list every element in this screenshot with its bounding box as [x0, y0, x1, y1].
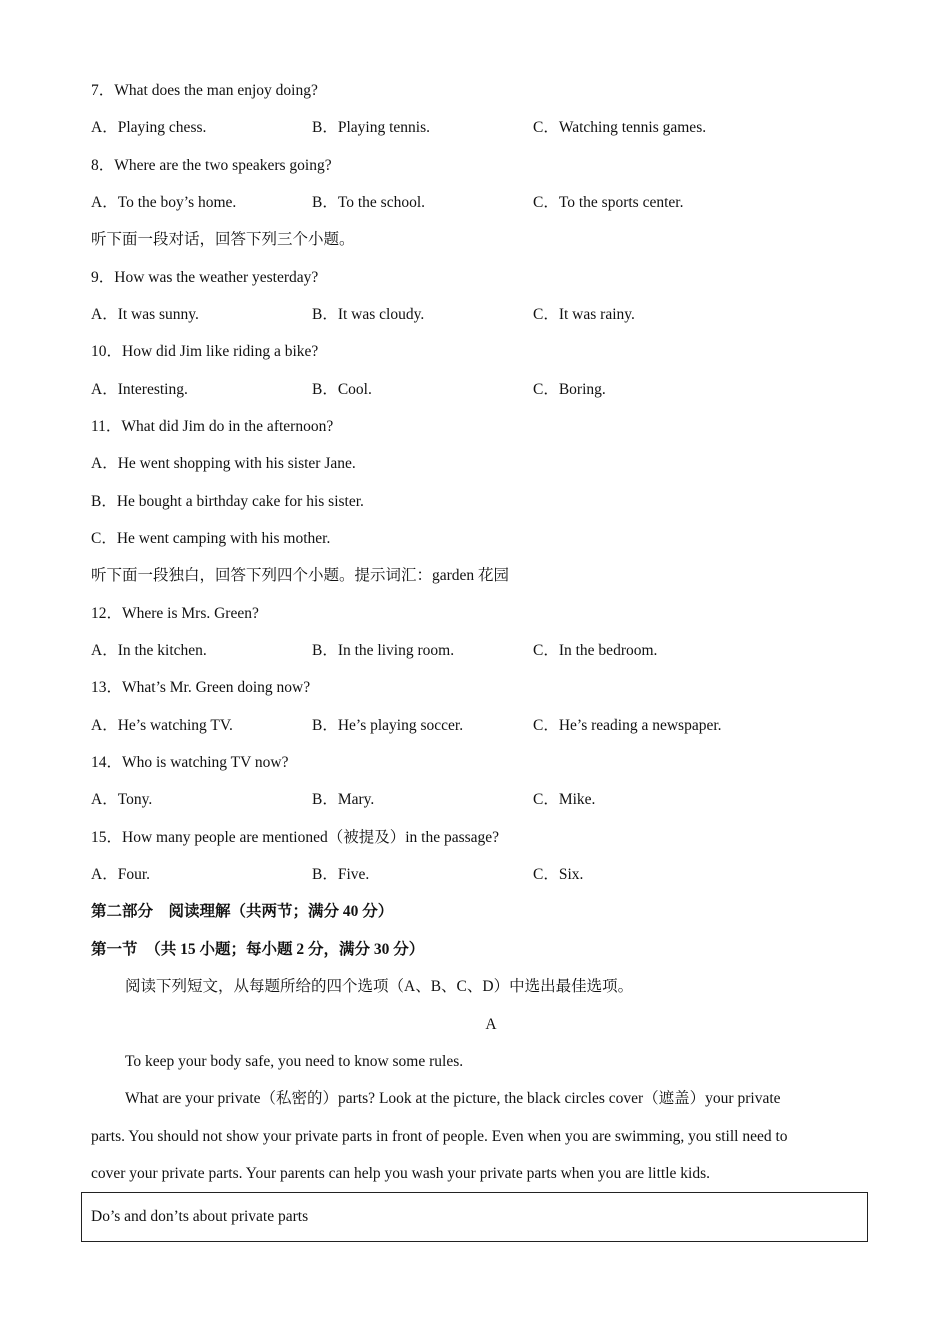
question-11: 11．What did Jim do in the afternoon? — [91, 418, 334, 435]
dos-donts-table — [81, 1192, 868, 1242]
passage-paragraph-1: To keep your body safe, you need to know some rules. — [125, 1053, 464, 1070]
q10-option-c: C．Boring. — [533, 381, 606, 398]
question-8: 8．Where are the two speakers going? — [91, 157, 332, 174]
passage-paragraph-2-line-2: parts. You should not show your private parts in front of people. Even when you are swimming, you still need to — [91, 1128, 788, 1145]
q12-option-a: A．In the kitchen. — [91, 642, 207, 659]
q10-option-a: A．Interesting. — [91, 381, 188, 398]
q11-option-c: C．He went camping with his mother. — [91, 530, 331, 547]
passage-paragraph-2-line-3: cover your private parts. Your parents can help you wash your private parts when you are little kids. — [91, 1165, 710, 1182]
q7-option-c: C．Watching tennis games. — [533, 119, 707, 136]
q9-option-c: C．It was rainy. — [533, 306, 635, 323]
q13-option-b: B．He’s playing soccer. — [312, 717, 464, 734]
passage-paragraph-2-line-1: What are your private（私密的）parts? Look at the picture, the black circles cover（遮盖）your private — [125, 1090, 781, 1107]
q12-option-b: B．In the living room. — [312, 642, 455, 659]
q7-option-b: B．Playing tennis. — [312, 119, 430, 136]
q14-option-b: B．Mary. — [312, 791, 375, 808]
q12-option-c: C．In the bedroom. — [533, 642, 658, 659]
q9-option-b: B．It was cloudy. — [312, 306, 425, 323]
section1-heading: 第一节 （共 15 小题；每小题 2 分，满分 30 分） — [91, 941, 425, 958]
question-7: 7．What does the man enjoy doing? — [91, 82, 318, 99]
question-9: 9．How was the weather yesterday? — [91, 269, 319, 286]
q14-option-c: C．Mike. — [533, 791, 596, 808]
question-14: 14．Who is watching TV now? — [91, 754, 289, 771]
q14-option-a: A．Tony. — [91, 791, 153, 808]
q8-option-c: C．To the sports center. — [533, 194, 684, 211]
instruction-12-15: 听下面一段独白，回答下列四个小题。提示词汇：garden 花园 — [91, 567, 510, 584]
question-10: 10．How did Jim like riding a bike? — [91, 343, 319, 360]
q13-option-a: A．He’s watching TV. — [91, 717, 233, 734]
q15-option-c: C．Six. — [533, 866, 584, 883]
question-12: 12．Where is Mrs. Green? — [91, 605, 259, 622]
q15-option-b: B．Five. — [312, 866, 370, 883]
instruction-9-11: 听下面一段对话，回答下列三个小题。 — [91, 231, 355, 248]
q11-option-a: A．He went shopping with his sister Jane. — [91, 455, 356, 472]
question-13: 13．What’s Mr. Green doing now? — [91, 679, 311, 696]
part2-heading: 第二部分 阅读理解（共两节；满分 40 分） — [91, 903, 394, 920]
question-15: 15．How many people are mentioned（被提及）in the passage? — [91, 829, 500, 846]
q7-option-a: A．Playing chess. — [91, 119, 207, 136]
q8-option-a: A．To the boy’s home. — [91, 194, 237, 211]
q10-option-b: B．Cool. — [312, 381, 372, 398]
q9-option-a: A．It was sunny. — [91, 306, 199, 323]
table-title-cell: Do’s and don’ts about private parts — [91, 1208, 309, 1225]
q11-option-b: B．He bought a birthday cake for his sister. — [91, 493, 364, 510]
reading-instruction: 阅读下列短文，从每题所给的四个选项（A、B、C、D）中选出最佳选项。 — [125, 978, 634, 995]
q15-option-a: A．Four. — [91, 866, 150, 883]
passage-label: A — [485, 1016, 497, 1033]
q13-option-c: C．He’s reading a newspaper. — [533, 717, 722, 734]
q8-option-b: B．To the school. — [312, 194, 426, 211]
